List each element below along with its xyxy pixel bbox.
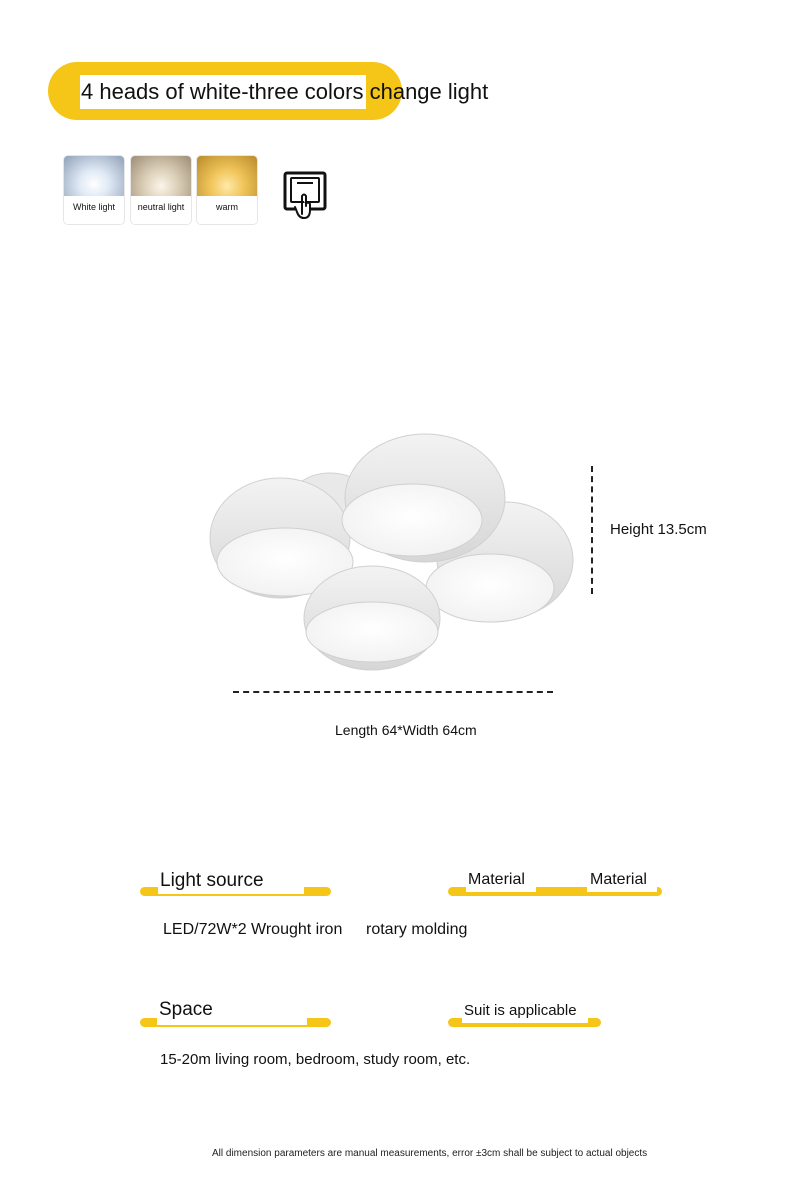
space-label: Space <box>159 999 213 1020</box>
neutral-light-swatch <box>131 156 191 224</box>
light-source-label: Light source <box>160 870 264 891</box>
footnote: All dimension parameters are manual measurements, error ±3cm shall be subject to actual objects <box>212 1148 648 1159</box>
light-source-value: LED/72W*2 Wrought iron <box>163 921 343 938</box>
suit-label: Suit is applicable <box>464 1002 577 1019</box>
page-title: 4 heads of white-three colors change light <box>81 79 489 104</box>
material-label-2: Material <box>590 871 647 888</box>
neutral-light-label: neutral light <box>131 196 191 224</box>
ceiling-lamp-image <box>200 420 600 680</box>
material-value: rotary molding <box>366 921 468 938</box>
warm-light-swatch <box>197 156 257 224</box>
lamp-head-top <box>342 434 505 562</box>
warm-light-label: warm <box>197 196 257 224</box>
touch-switch-icon <box>282 170 328 222</box>
height-dimension-line <box>591 466 593 594</box>
space-value: 15-20m living room, bedroom, study room, etc. <box>160 1051 471 1068</box>
white-light-swatch <box>64 156 124 224</box>
material-label-1: Material <box>468 871 525 888</box>
lamp-head-bottom <box>304 566 440 670</box>
size-label: Length 64*Width 64cm <box>335 722 477 738</box>
white-light-label: White light <box>64 196 124 224</box>
length-dimension-line <box>233 691 553 693</box>
height-label: Height 13.5cm <box>610 521 707 538</box>
